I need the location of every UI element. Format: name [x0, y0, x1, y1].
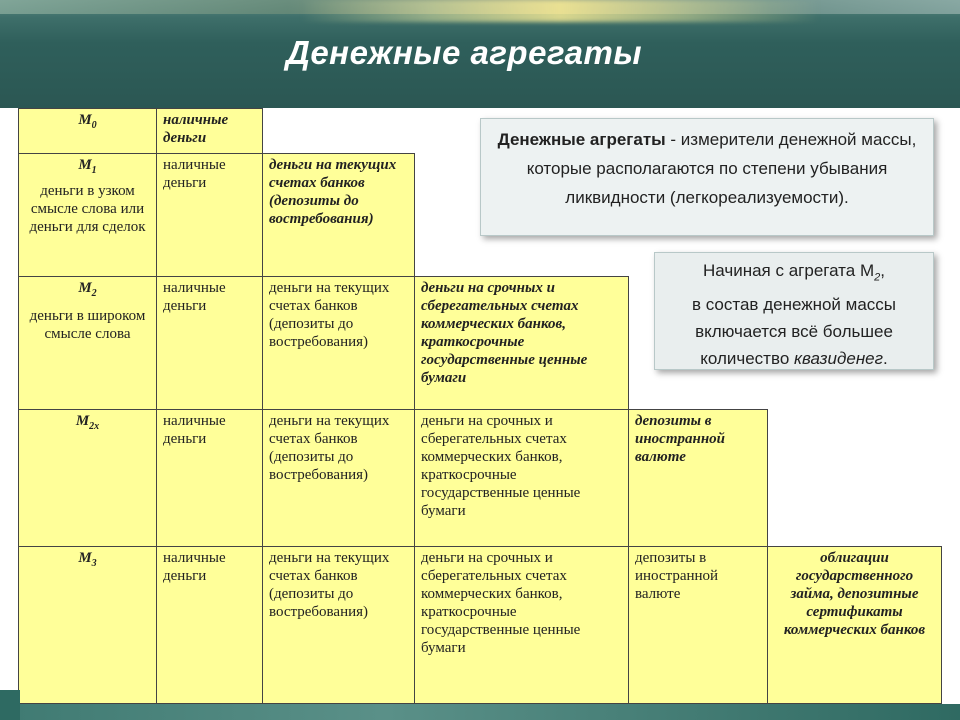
footer-decoration-strip	[0, 704, 960, 720]
note-subscript: 2	[874, 271, 881, 284]
aggregate-cell-m3	[18, 546, 157, 704]
component-cell-m3-cash: наличные деньги	[156, 546, 263, 704]
note-line1: Начиная с агрегата М	[703, 261, 875, 280]
component-cell-m2x-current-accounts: деньги на текущих счетах банков (депозиты до востребования)	[262, 409, 415, 547]
aggregate-label: М	[78, 157, 92, 173]
note-emphasis: квазиденег	[794, 349, 884, 369]
component-cell-m2-cash: наличные деньги	[156, 276, 263, 410]
aggregate-label: М	[78, 112, 92, 128]
slide-header	[0, 0, 960, 108]
aggregate-description: деньги в узком смысле слова или деньги для сделок	[29, 183, 146, 235]
component-cell-m2-current-accounts: деньги на текущих счетах банков (депозиты до востребования)	[262, 276, 415, 410]
aggregate-label: М	[75, 413, 90, 429]
footer-left-decoration	[0, 690, 20, 720]
aggregate-subscript: 0	[91, 120, 97, 131]
aggregate-subscript: 2	[91, 288, 97, 299]
definition-box	[480, 118, 934, 236]
component-cell-m2x-time-deposits: деньги на срочных и сберегательных счетах коммерческих банков, краткосрочные государственные ценные бумаги	[414, 409, 629, 547]
aggregate-subscript: 2х	[89, 421, 100, 432]
aggregate-label: М	[78, 280, 92, 296]
component-cell-m2-time-deposits: деньги на срочных и сберегательных счетах коммерческих банков, краткосрочные государственные ценные бумаги	[414, 276, 629, 410]
component-cell-m3-time-deposits: деньги на срочных и сберегательных счетах коммерческих банков, краткосрочные государственные ценные бумаги	[414, 546, 629, 704]
component-cell-m3-current-accounts: деньги на текущих счетах банков (депозиты до востребования)	[262, 546, 415, 704]
component-cell-m0-cash: наличные деньги	[156, 108, 263, 154]
note-line2: в состав денежной массы включается всё большее количество	[691, 295, 897, 369]
note-end: .	[883, 349, 888, 369]
aggregate-label: М	[78, 550, 92, 566]
component-cell-m1-cash: наличные деньги	[156, 153, 263, 277]
aggregate-cell-m2	[18, 276, 157, 410]
component-cell-m2x-foreign-currency: депозиты в иностранной валюте	[628, 409, 768, 547]
aggregate-description: деньги в широком смысле слова	[29, 308, 146, 342]
definition-term: Денежные агрегаты	[497, 130, 666, 149]
aggregate-cell-m2x	[18, 409, 157, 547]
slide-title: Денежные агрегаты	[286, 34, 642, 71]
aggregate-subscript: 1	[91, 165, 97, 176]
component-cell-m2x-cash: наличные деньги	[156, 409, 263, 547]
aggregate-cell-m1	[18, 153, 157, 277]
component-cell-m1-current-accounts: деньги на текущих счетах банков (депозиты до востребования)	[262, 153, 415, 277]
note-box	[654, 252, 934, 370]
aggregate-subscript: 3	[91, 558, 97, 569]
component-cell-m3-bonds-certificates: облигации государственного займа, депозитные сертификаты коммерческих банков	[767, 546, 942, 704]
component-cell-m3-foreign-currency: депозиты в иностранной валюте	[628, 546, 768, 704]
note-line1-end: ,	[880, 261, 885, 280]
aggregate-cell-m0	[18, 108, 157, 154]
header-decoration-glow	[300, 0, 820, 22]
definition-text: - измерители денежной массы, которые располагаются по степени убывания ликвидности (легкореализуемости).	[526, 130, 917, 207]
